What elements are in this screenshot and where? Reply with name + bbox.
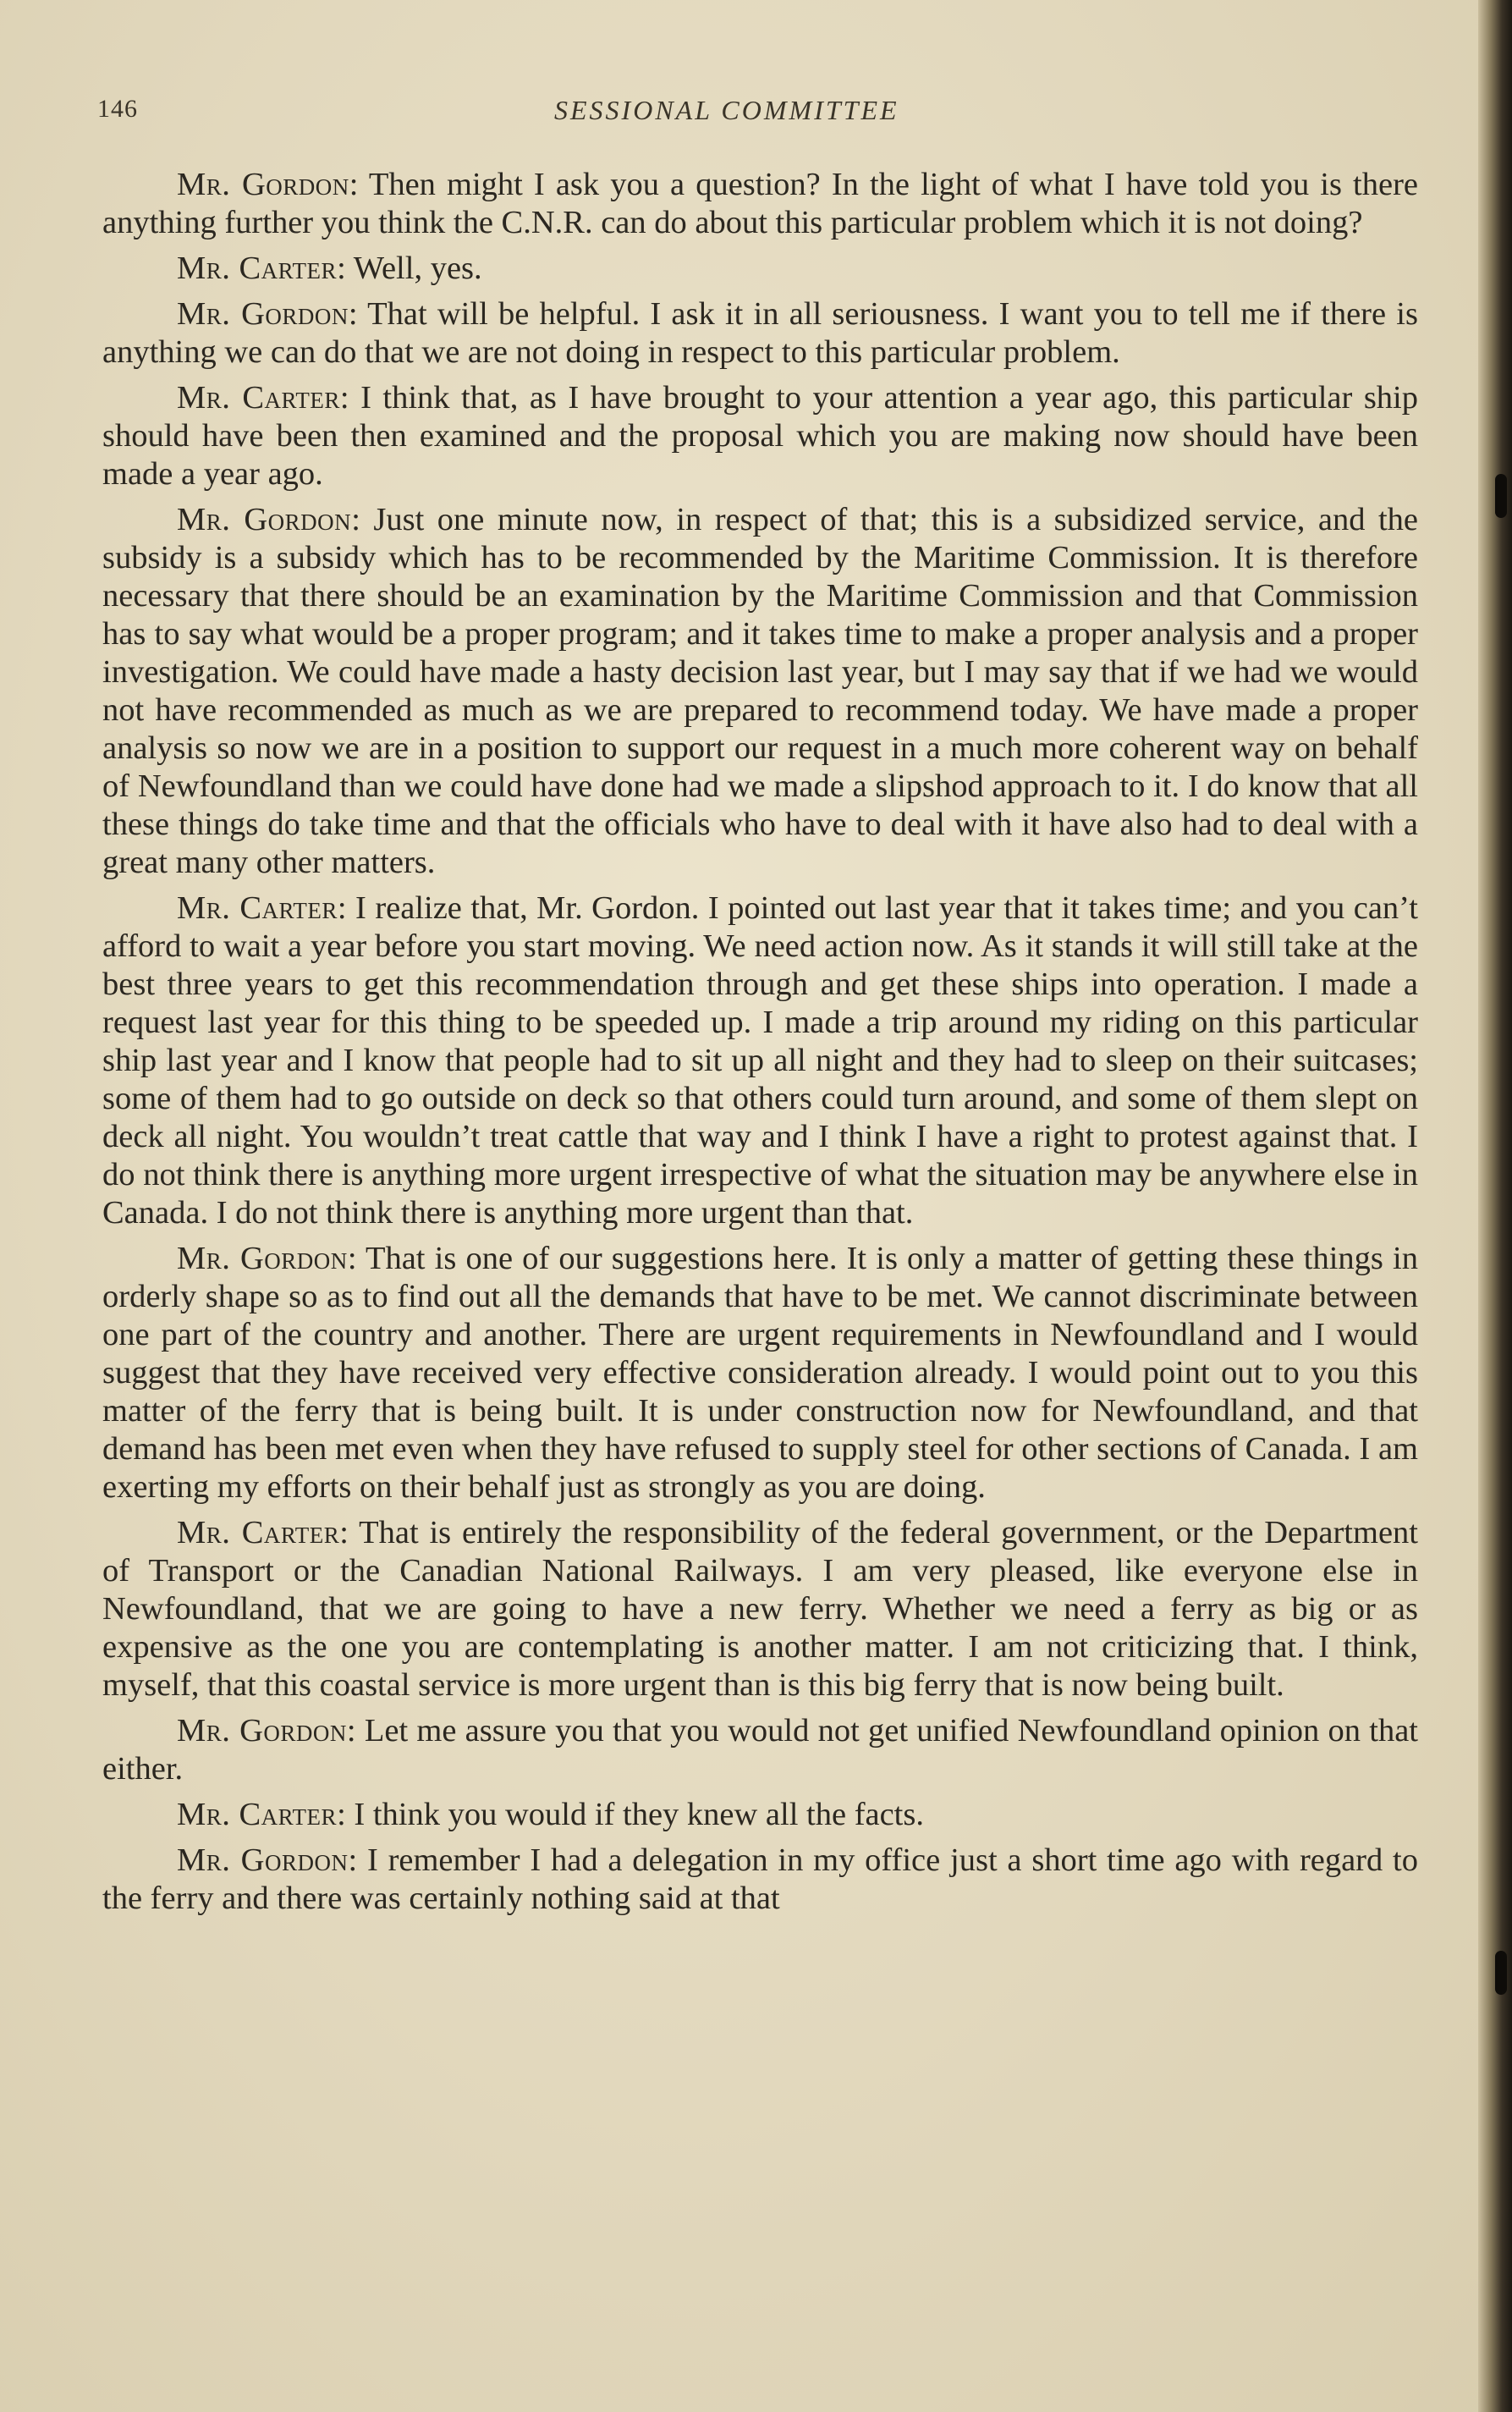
binding-mark xyxy=(1495,474,1507,518)
speech-text: That is one of our suggestions here. It is only a matter of getting these things in orderly shape so as to find out all the demands that have to be met. We cannot discriminate between one part of the country and another. There are urgent requirements in Newfoundland and I would suggest that they have received very effective consideration already. I would point out to you this matter of the ferry that is being built. It is under construction now for Newfoundland, and that demand has been met even when they have refused to supply steel for other sections of Canada. I am exerting my efforts on their behalf just as strongly as you are doing. xyxy=(102,1241,1418,1505)
speaker-name: Mr. Gordon xyxy=(177,502,352,537)
speaker-name: Mr. Gordon xyxy=(177,1713,347,1748)
speech-text: Well, yes. xyxy=(353,251,482,286)
running-head: SESSIONAL COMMITTEE xyxy=(554,95,899,125)
speech-text: I think that, as I have brought to your attention a year ago, this particular ship should have been then examined and the proposal which you are making now should have been made a year ago. xyxy=(102,380,1418,492)
speech-text: Let me assure you that you would not get unified Newfoundland opinion on that either. xyxy=(102,1713,1418,1787)
speech-text: Then might I ask you a question? In the light of what I have told you is there anything further you think the C.N.R. can do about this particular problem which it is not doing? xyxy=(102,167,1418,240)
speech-text: I realize that, Mr. Gordon. I pointed out last year that it takes time; and you can’t afford to wait a year before you start moving. We need action now. As it stands it will still take at the best three years to get this recommendation through and get these ships into operation. I made a request last year for this thing to be speeded up. I made a trip around my riding on this particular ship last year and I know that people had to sit up all night and they had to sleep on their suitcases; some of them had to go outside on deck so that others could turn around, and some of them slept on deck all night. You wouldn’t treat cattle that way and I think I have a right to protest against that. I do not think there is anything more urgent irrespective of what the situation may be anywhere else in Canada. I do not think there is anything more urgent than that. xyxy=(102,890,1418,1231)
transcript-paragraph: Mr. Gordon: That will be helpful. I ask it in all seriousness. I want you to tell me if there is anything we can do that we are not doing in respect to this particular problem. xyxy=(102,296,1418,370)
speech-text: I remember I had a delegation in my office just a short time ago with regard to the ferry and there was certainly nothing said at that xyxy=(102,1842,1418,1916)
page-number: 146 xyxy=(97,95,138,123)
speech-text: Just one minute now, in respect of that; this is a subsidized service, and the subsidy is a subsidy which has to be recommended by the Maritime Commission. It is therefore necessary that there should be an examination by the Maritime Commission and that Commission has to say what would be a proper program; and it takes time to make a proper analysis and a proper investigation. We could have made a hasty decision last year, but I may say that if we had we would not have recommended as much as we are prepared to recommend today. We have made a proper analysis so now we are in a position to support our request in a much more coherent way on behalf of Newfoundland than we could have done had we made a slipshod approach to it. I do know that all these things do take time and that the officials who have to deal with it have also had to deal with a great many other matters. xyxy=(102,502,1418,880)
speaker-name: Mr. Carter xyxy=(177,380,340,416)
speaker-name: Mr. Carter xyxy=(177,890,338,926)
transcript-paragraph: Mr. Carter: I think that, as I have brought to your attention a year ago, this particular ship should have been then examined and the proposal which you are making now should have been made a year ago. xyxy=(102,380,1418,492)
transcript-paragraph: Mr. Gordon: Let me assure you that you would not get unified Newfoundland opinion on that either. xyxy=(102,1713,1418,1787)
speaker-name: Mr. Gordon xyxy=(177,1842,349,1878)
transcript-paragraph: Mr. Gordon: I remember I had a delegation in my office just a short time ago with regard to the ferry and there was certainly nothing said at that xyxy=(102,1842,1418,1916)
speaker-name: Mr. Gordon xyxy=(177,296,349,332)
speaker-name: Mr. Gordon xyxy=(177,167,349,202)
binding-mark xyxy=(1495,1951,1507,1995)
transcript-paragraph: Mr. Carter: I think you would if they knew all the facts. xyxy=(177,1797,924,1832)
speaker-name: Mr. Carter xyxy=(177,1797,338,1832)
transcript-paragraph: Mr. Gordon: Then might I ask you a question? In the light of what I have told you is there anything further you think the C.N.R. can do about this particular problem which it is not doing? xyxy=(102,167,1418,240)
book-spine-shadow xyxy=(1478,0,1512,2412)
transcript-paragraph: Mr. Carter: Well, yes. xyxy=(177,251,482,286)
speech-text: That is entirely the responsibility of the federal government, or the Department of Transport or the Canadian National Railways. I am very pleased, like everyone else in Newfoundland, that we are going to have a new ferry. Whether we need a ferry as big or as expensive as the one you are contemplating is another matter. I am not criticizing that. I think, myself, that this coastal service is more urgent than is this big ferry that is now being built. xyxy=(102,1515,1418,1703)
transcript-paragraph: Mr. Carter: I realize that, Mr. Gordon. I pointed out last year that it takes time; and you can’t afford to wait a year before you start moving. We need action now. As it stands it will still take at the best three years to get this recommendation through and get these ships into operation. I made a request last year for this thing to be speeded up. I made a trip around my riding on this particular ship last year and I know that people had to sit up all night and they had to sleep on their suitcases; some of them had to go outside on deck so that others could turn around, and some of them slept on deck all night. You wouldn’t treat cattle that way and I think I have a right to protest against that. I do not think there is anything more urgent irrespective of what the situation may be anywhere else in Canada. I do not think there is anything more urgent than that. xyxy=(102,890,1418,1231)
speech-text: That will be helpful. I ask it in all seriousness. I want you to tell me if there is anything we can do that we are not doing in respect to this particular problem. xyxy=(102,296,1418,370)
speaker-name: Mr. Carter xyxy=(177,1515,340,1550)
speaker-name: Mr. Carter xyxy=(177,251,338,286)
transcript-body xyxy=(102,166,1418,1925)
speech-text: I think you would if they knew all the facts. xyxy=(354,1797,924,1832)
transcript-paragraph: Mr. Gordon: That is one of our suggestions here. It is only a matter of getting these things in orderly shape so as to find out all the demands that have to be met. We cannot discriminate between one part of the country and another. There are urgent requirements in Newfoundland and I would suggest that they have received very effective consideration already. I would point out to you this matter of the ferry that is being built. It is under construction now for Newfoundland, and that demand has been met even when they have refused to supply steel for other sections of Canada. I am exerting my efforts on their behalf just as strongly as you are doing. xyxy=(102,1241,1418,1505)
transcript-paragraph: Mr. Carter: That is entirely the responsibility of the federal government, or the Department of Transport or the Canadian National Railways. I am very pleased, like everyone else in Newfoundland, that we are going to have a new ferry. Whether we need a ferry as big or as expensive as the one you are contemplating is another matter. I am not criticizing that. I think, myself, that this coastal service is more urgent than is this big ferry that is now being built. xyxy=(102,1515,1418,1703)
speaker-name: Mr. Gordon xyxy=(177,1241,348,1276)
transcript-paragraph: Mr. Gordon: Just one minute now, in respect of that; this is a subsidized service, and the subsidy is a subsidy which has to be recommended by the Maritime Commission. It is therefore necessary that there should be an examination by the Maritime Commission and that Commission has to say what would be a proper program; and it takes time to make a proper analysis and a proper investigation. We could have made a hasty decision last year, but I may say that if we had we would not have recommended as much as we are prepared to recommend today. We have made a proper analysis so now we are in a position to support our request in a much more coherent way on behalf of Newfoundland than we could have done had we made a slipshod approach to it. I do know that all these things do take time and that the officials who have to deal with it have also had to deal with a great many other matters. xyxy=(102,502,1418,880)
page-header xyxy=(97,95,1417,132)
